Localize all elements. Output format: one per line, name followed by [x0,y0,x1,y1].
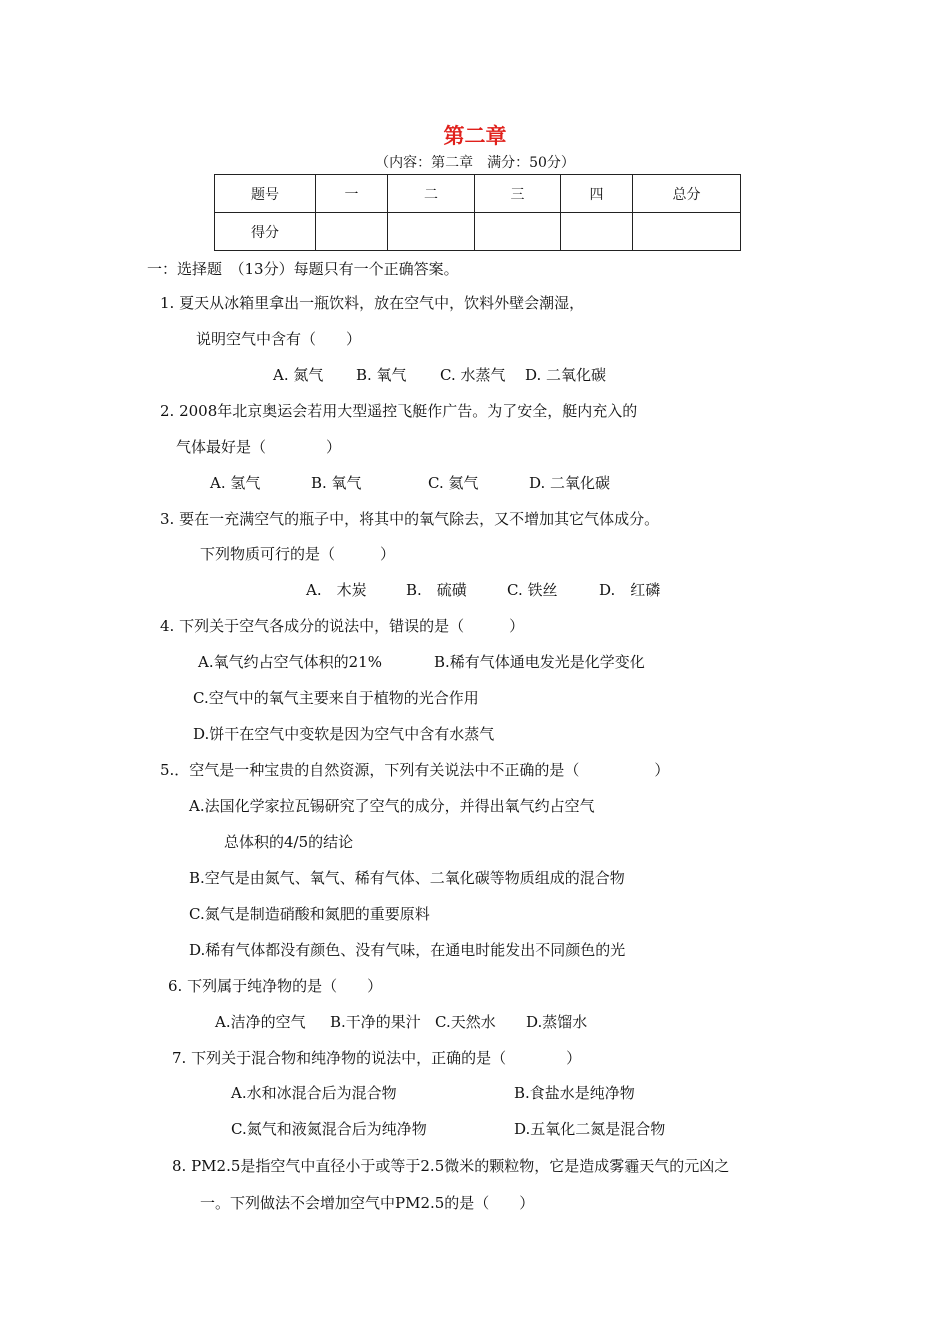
score-input-cell[interactable] [561,213,633,251]
score-input-cell[interactable] [388,213,475,251]
option-a[interactable]: A. 氮气 [273,366,324,384]
question-stem: 气体最好是（ ） [176,438,342,456]
option-b[interactable]: B.空气是由氮气、氧气、稀有气体、二氧化碳等物质组成的混合物 [189,869,625,887]
option-b[interactable]: B.食盐水是纯净物 [514,1084,635,1102]
table-cell: 四 [561,175,633,213]
table-cell: 二 [388,175,475,213]
option-d[interactable]: D.蒸馏水 [526,1013,588,1031]
table-cell: 一 [316,175,388,213]
option-b[interactable]: B. 氧气 [311,474,362,492]
table-row [215,213,741,251]
option-a[interactable]: A.洁净的空气 [215,1013,306,1031]
question-stem: 5.．空气是一种宝贵的自然资源，下列有关说法中不正确的是（ ） [160,761,670,779]
option-a[interactable]: A.水和冰混合后为混合物 [231,1084,397,1102]
question-stem: 1. 夏天从冰箱里拿出一瓶饮料，放在空气中，饮料外壁会潮湿， [160,294,585,312]
option-d[interactable]: D. 二氧化碳 [529,474,611,492]
question-stem: 4. 下列关于空气各成分的说法中，错误的是（ ） [160,617,525,635]
option-c[interactable]: C. 水蒸气 [440,366,506,384]
question-stem: 3. 要在一充满空气的瓶子中，将其中的氧气除去，又不增加其它气体成分。 [160,510,660,528]
option-d[interactable]: D.稀有气体都没有颜色、没有气味，在通电时能发出不同颜色的光 [189,941,626,959]
question-stem: 8. PM2.5是指空气中直径小于或等于2.5微米的颗粒物，它是造成雾霾天气的元凶之 [172,1157,730,1175]
score-input-cell[interactable] [475,213,561,251]
option-a-continued: 总体积的4/5的结论 [224,833,354,851]
option-b[interactable]: B. 氧气 [356,366,407,384]
option-d[interactable]: D. 红磷 [599,581,661,599]
option-c[interactable]: C. 氦气 [428,474,479,492]
option-a[interactable]: A.法国化学家拉瓦锡研究了空气的成分，并得出氧气约占空气 [189,797,595,815]
question-stem: 说明空气中含有（ ） [196,330,362,348]
page-title: 第二章 [443,124,507,148]
score-input-cell[interactable] [633,213,741,251]
question-stem: 6. 下列属于纯净物的是（ ） [168,977,383,995]
table-cell: 三 [475,175,561,213]
table-row [215,175,741,213]
option-b[interactable]: B.稀有气体通电发光是化学变化 [434,653,645,671]
option-c[interactable]: C.天然水 [435,1013,496,1031]
option-a[interactable]: A. 氢气 [210,474,261,492]
section-heading: 一：选择题 （13分）每题只有一个正确答案。 [147,260,459,278]
option-d[interactable]: D. 二氧化碳 [525,366,607,384]
option-c[interactable]: C. 铁丝 [507,581,558,599]
option-c[interactable]: C.氮气和液氮混合后为纯净物 [231,1120,427,1138]
option-c[interactable]: C.空气中的氧气主要来自于植物的光合作用 [193,689,479,707]
page-subtitle: （内容：第二章 满分：50分） [375,155,575,171]
option-a[interactable]: A. 木炭 [306,581,367,599]
question-stem: 7. 下列关于混合物和纯净物的说法中，正确的是（ ） [172,1049,582,1067]
question-stem: 下列物质可行的是（ ） [200,545,396,563]
option-c[interactable]: C.氮气是制造硝酸和氮肥的重要原料 [189,905,430,923]
option-a[interactable]: A.氧气约占空气体积的21% [198,653,382,671]
option-b[interactable]: B. 硫磺 [406,581,467,599]
table-cell: 总分 [633,175,741,213]
table-cell: 得分 [215,213,316,251]
option-b[interactable]: B.干净的果汁 [330,1013,421,1031]
option-d[interactable]: D.五氧化二氮是混合物 [514,1120,666,1138]
score-table [214,174,741,251]
question-stem: 2. 2008年北京奥运会若用大型遥控飞艇作广告。为了安全，艇内充入的 [160,402,638,420]
table-cell: 题号 [215,175,316,213]
question-stem: 一。下列做法不会增加空气中PM2.5的是（ ） [200,1194,535,1212]
score-input-cell[interactable] [316,213,388,251]
option-d[interactable]: D.饼干在空气中变软是因为空气中含有水蒸气 [193,725,495,743]
